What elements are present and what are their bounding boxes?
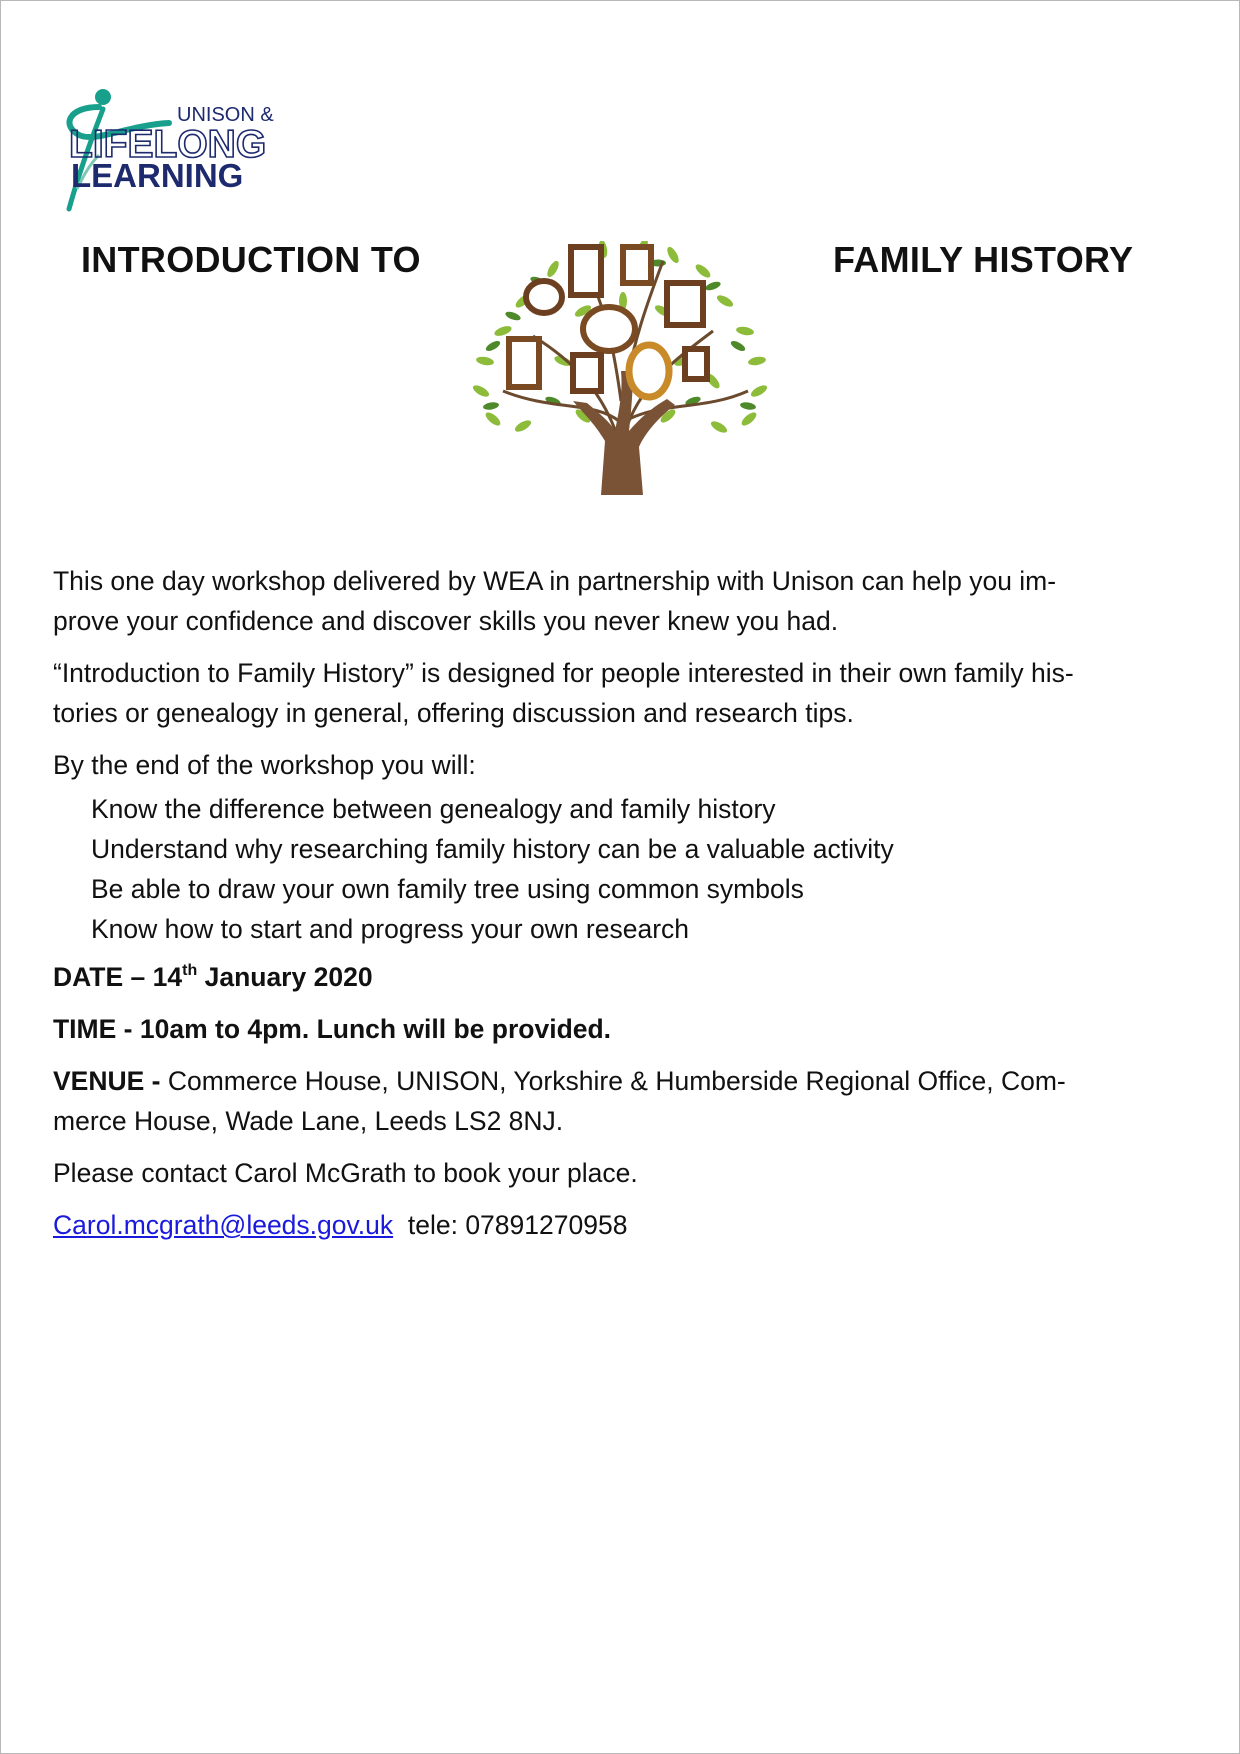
outcomes-list xyxy=(53,789,1183,949)
logo-line-3: LEARNING xyxy=(71,157,244,194)
date-rest: January 2020 xyxy=(197,962,373,992)
outcome-item: Be able to draw your own family tree using common symbols xyxy=(91,874,804,904)
family-tree-with-picture-frames-icon xyxy=(463,241,775,495)
logo-line-2: LIFELONG xyxy=(69,123,267,166)
title-left: INTRODUCTION TO xyxy=(81,239,421,280)
unison-lifelong-learning-logo xyxy=(59,85,331,215)
intro-paragraph-1-line-1: This one day workshop delivered by WEA in partnership with Unison can help you im- xyxy=(53,566,1057,596)
venue-label: VENUE - xyxy=(53,1066,168,1096)
date-suffix: th xyxy=(182,962,198,980)
contact-details xyxy=(53,1205,1183,1245)
intro-paragraph-2-line-1: “Introduction to Family History” is designed for people interested in their own family his- xyxy=(53,658,1074,688)
intro-paragraph-1 xyxy=(53,561,1183,641)
contact-phone: tele: 07891270958 xyxy=(393,1210,628,1240)
outcome-item: Understand why researching family history can be a valuable activity xyxy=(91,834,894,864)
venue-line-1: Commerce House, UNISON, Yorkshire & Humberside Regional Office, Com- xyxy=(167,1066,1066,1096)
title-right: FAMILY HISTORY xyxy=(833,239,1134,280)
logo-line-1: UNISON & xyxy=(177,104,274,126)
intro-paragraph-1-line-2: prove your confidence and discover skills you never knew you had. xyxy=(53,606,839,636)
contact-email-link[interactable]: Carol.mcgrath@leeds.gov.uk xyxy=(53,1210,394,1240)
contact-line: Please contact Carol McGrath to book your place. xyxy=(53,1158,638,1188)
date-line xyxy=(53,957,1183,997)
venue-block xyxy=(53,1061,1183,1141)
outcomes-intro: By the end of the workshop you will: xyxy=(53,750,476,780)
workshop-description xyxy=(53,561,1183,1257)
outcome-item: Know the difference between genealogy and family history xyxy=(91,794,776,824)
date-label: DATE – 14 xyxy=(53,962,183,992)
outcome-item: Know how to start and progress your own research xyxy=(91,914,690,944)
intro-paragraph-2 xyxy=(53,653,1183,733)
venue-line-2: merce House, Wade Lane, Leeds LS2 8NJ. xyxy=(53,1106,564,1136)
intro-paragraph-2-line-2: tories or genealogy in general, offering discussion and research tips. xyxy=(53,698,854,728)
time-line: TIME - 10am to 4pm. Lunch will be provided. xyxy=(53,1014,612,1044)
